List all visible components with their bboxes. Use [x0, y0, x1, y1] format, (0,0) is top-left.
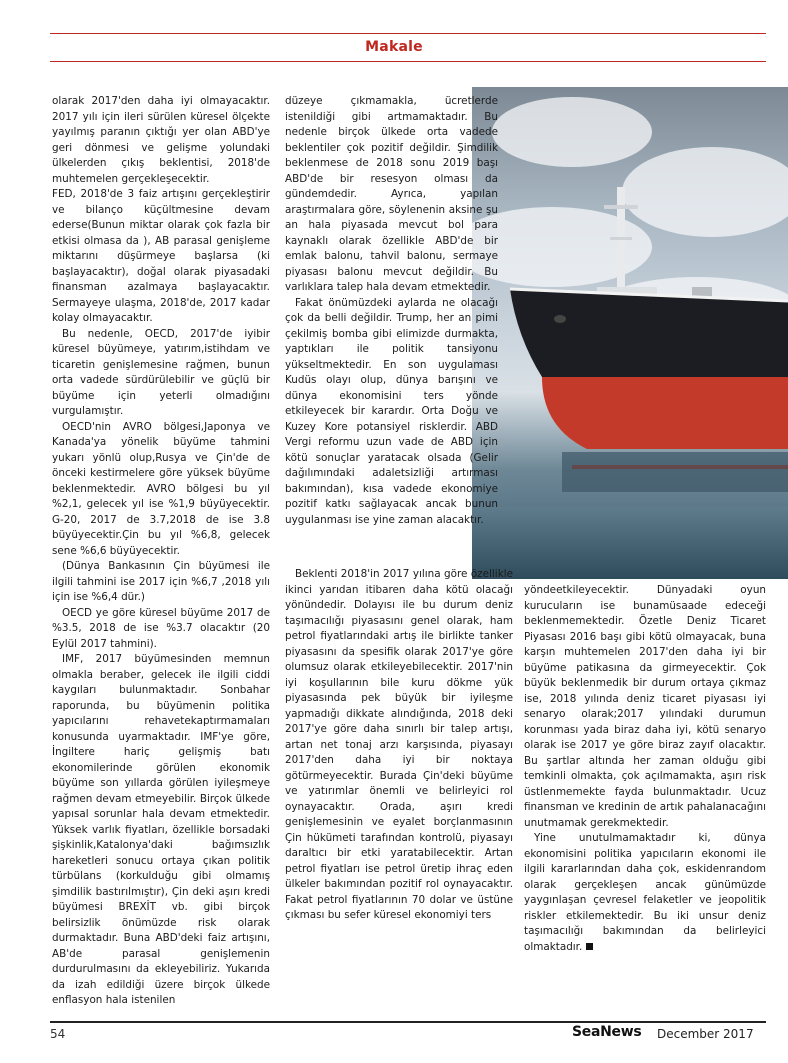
page-number: 54 [50, 1027, 66, 1041]
paragraph: Beklenti 2018'in 2017 yılına göre özellikle ikinci yarıdan itibaren daha kötü olacağı yönündedir. Dolayısı ile bu durum deniz taşımacılığı piyasasını genel olarak, ham petrol fiyatlarındaki artış ile birlikte tanker piyasasını da spesifik olarak 2017'ye göre olumsuz olarak etkileyebilecektir. 2017'nin iyi koşullarının bile kuru dökme yük piyasasında pek büyük bir iyileşme yapmadığı dikkate alındığında, 2018 deki 2017'ye göre daha sınırlı bir talep artışı, artan net tonaj arzı karşısında, piyasayı 2017'den daha iyi bir noktaya götürmeyecektir. Burada Çin'deki büyüme ve yatırımlar önemli ve belirleyici rol oynayacaktır. Orada, aşırı kredi genişlemesinin ve eyalet borçlanmasının Çin hükümeti tarafından kontrolü, piyasayı daraltıcı bir etki yaratabilecektir. Artan petrol fiyatları ise petrol üretip ihraç eden ülkeler bakımından pozitif rol oynayacaktır. Fakat petrol fiyatlarının 70 dolar ve üstüne çıkması bu sefer küresel ekonomiyi ters [285, 568, 513, 921]
ship-illustration [472, 87, 788, 579]
paragraph: Fakat önümüzdeki aylarda ne olacağı çok da belli değildir. Trump, her an pimi çekilmiş bomba gibi elimizde durmakta, yaptıkları ile politik tansiyonu yükseltmektedir. En son uygulaması Kudüs olayı olup, dünya barışını ve dünya ekonomisini ters yönde etkileyecek bir karardır. Orta Doğu ve Kuzey Kore potansiyel risklerdir. ABD Vergi reformu uzun vade de ABD için kötü sonuçlar yaratacak olsada (Gelir dağılımındaki adaletsizliği artırması bakımından), kısa vadede ekonomiye pozitif katkı sağlayacak ancak bunun uygulanması ise yine zaman alacaktır. [285, 296, 498, 526]
paragraph: yöndeetkileyecektir. Dünyadaki oyun kurucuların ise bunamüsaade edeceği beklenmemektedir. Özetle Deniz Ticaret Piyasası 2016 başı gibi kötü olmayacak, buna karşın muhtemelen 2017'den daha iyi bir büyüme patikasına da girmeyecektir. Çok büyük beklenmedik bir durum ortaya çıkmaz ise, 2018 yılında deniz ticaret piyasası iyi senaryo olarak;2017 yılındaki durumun korunması yada biraz daha iyi, kötü senaryo olarak ise 2017 ye göre biraz zayıf olacaktır. Bu şartlar altında her zaman olduğu gibi temkinli olmakta, çok açılmamakta, aşırı risk üstlenmemekte fayda bulunmaktadır. Ucuz finansman ve kredinin de artık pahalanacağını unutmamak gerekmektedir. [524, 584, 766, 829]
header-bottom-rule [50, 61, 766, 62]
paragraph: Bu nedenle, OECD, 2017'de iyibir küresel büyümeye, yatırım,istihdam ve ticaretin genişlemesine rağmen, bunun orta vadede sürdürülebilir ve güçlü bir büyüme için yeterli olmadığını vurgulamıştır. [52, 327, 270, 417]
paragraph: IMF, 2017 büyümesinden memnun olmakla beraber, gelecek ile ilgili ciddi kaygıları bulunmaktadır. Sonbahar raporunda, bu büyümenin politika yapıcılarını rehavetekaptırmamaları konusunda uyarmaktadır. IMF'ye göre, İngiltere hariç gelişmiş batı ekonomilerinde görülen ekonomik büyüme son yıllarda görülen iyileşmeye rağmen devam etmeyebilir. Birçok ülkede yapısal sorunlar hala devam etmektedir. Yüksek varlık fiyatları, özellikle borsadaki şişkinlik,Katalonya'daki bağımsızlık hareketleri sonucu ortaya çıkan politik türbülans (korkulduğu gibi olmamış şimdilik bastırılmıştır), Çin deki aşırı kredi büyümesi BREXİT vb. gibi birçok belirsizlik önümüzde risk olarak durmaktadır. Buna ABD'deki faiz artışını, AB'de parasal genişlemenin durdurulmasını da ekleyebiliriz. Yukarıda da izah edildiği üzere birçok ülkede enflasyon hala istenilen [52, 653, 270, 1006]
magazine-logo: SeaNews [572, 1024, 642, 1040]
ship-hull-black [510, 289, 788, 377]
end-of-article-mark [586, 943, 593, 950]
ship-hull-red [542, 377, 788, 449]
paragraph: OECD'nin AVRO bölgesi,Japonya ve Kanada'ya yönelik büyüme tahmini yukarı yönlü olup,Rusya ve Çin'de de önceki kestirmelere göre yüksek büyüme beklenmektedir. AVRO bölgesi bu yıl %2,1, gelecek yıl ise %1,9 büyüyecektir. G-20, 2017 de 3.7,2018 de ise 3.8 büyüyecektir.Çin bu yıl %6,8, gelecek sene %6,6 büyüyecektir. [52, 420, 270, 557]
paragraph: düzeye çıkmamakla, ücretlerde istenildiği gibi artmamaktadır. Bu nedenle birçok ülkede orta vadede beklentiler çok pozitif değildir. Şimdilik beklenmese de 2018 sonu 2019 başı ABD'de bir resesyon olması da gündemdedir. Ayrıca, yapılan araştırmalara göre, söylenenin aksine şu an hala piyasada mevcut bol para kaynaklı olarak özellikle ABD'de bir emlak balonu, tahvil balonu, sermaye piyasası balonu mevcut değildir. Bu varlıklara talep hala devam etmektedir. [285, 95, 498, 293]
paragraph: Yine unutulmamaktadır ki, dünya ekonomisini politika yapıcıların ekonomi ile ilgili kararlarından daha çok, eskidenrandom olarak gerçekleşen ancak günümüzde yaygınlaşan çevresel felaketler ve jeopolitik riskler etkilemektedir. Bu iki unsur deniz taşımacılığı bakımından da belirleyici olmaktadır. [524, 832, 766, 953]
issue-date: December 2017 [657, 1027, 754, 1041]
article-column-1 [52, 94, 270, 1009]
section-title: Makale [365, 39, 423, 55]
article-column-2 [285, 94, 498, 528]
paragraph: FED, 2018'de 3 faiz artışını gerçekleştirir ve bilanço küçültmesine devam ederse(Bunun miktar olarak çok fazla bir etkisi olmasa da ), AB parasal genişleme miktarını düşürmeye başlarsa (ki başlayacaktır), doğal olarak piyasadaki finansman azalmaya başlayacaktır. Sermayeye ulaşma, 2018'de, 2017 kadar kolay olmayacaktır. [52, 188, 270, 324]
paragraph: OECD ye göre küresel büyüme 2017 de %3.5, 2018 de ise %3.7 olacaktır (20 Eylül 2017 tahmini). [52, 606, 270, 650]
article-column-2-lower [285, 567, 513, 924]
paragraph: (Dünya Bankasının Çin büyümesi ile ilgili tahmini ise 2017 için %6,7 ,2018 yılı için ise %6,4 dür.) [52, 560, 270, 603]
ship-photo [472, 87, 788, 579]
paragraph: olarak 2017'den daha iyi olmayacaktır. 2017 yılı için ileri sürülen küresel ölçekte yayılmış paranın çıktığı yer olan ABD'ye geri dönmesi ve gelişme yolundaki ülkelerden çıkış beklentisi, 2018'de muhtemelen gerçekleşecektir. [52, 95, 270, 185]
header-top-rule [50, 33, 766, 34]
article-column-3 [524, 583, 766, 955]
footer-rule [50, 1021, 766, 1023]
